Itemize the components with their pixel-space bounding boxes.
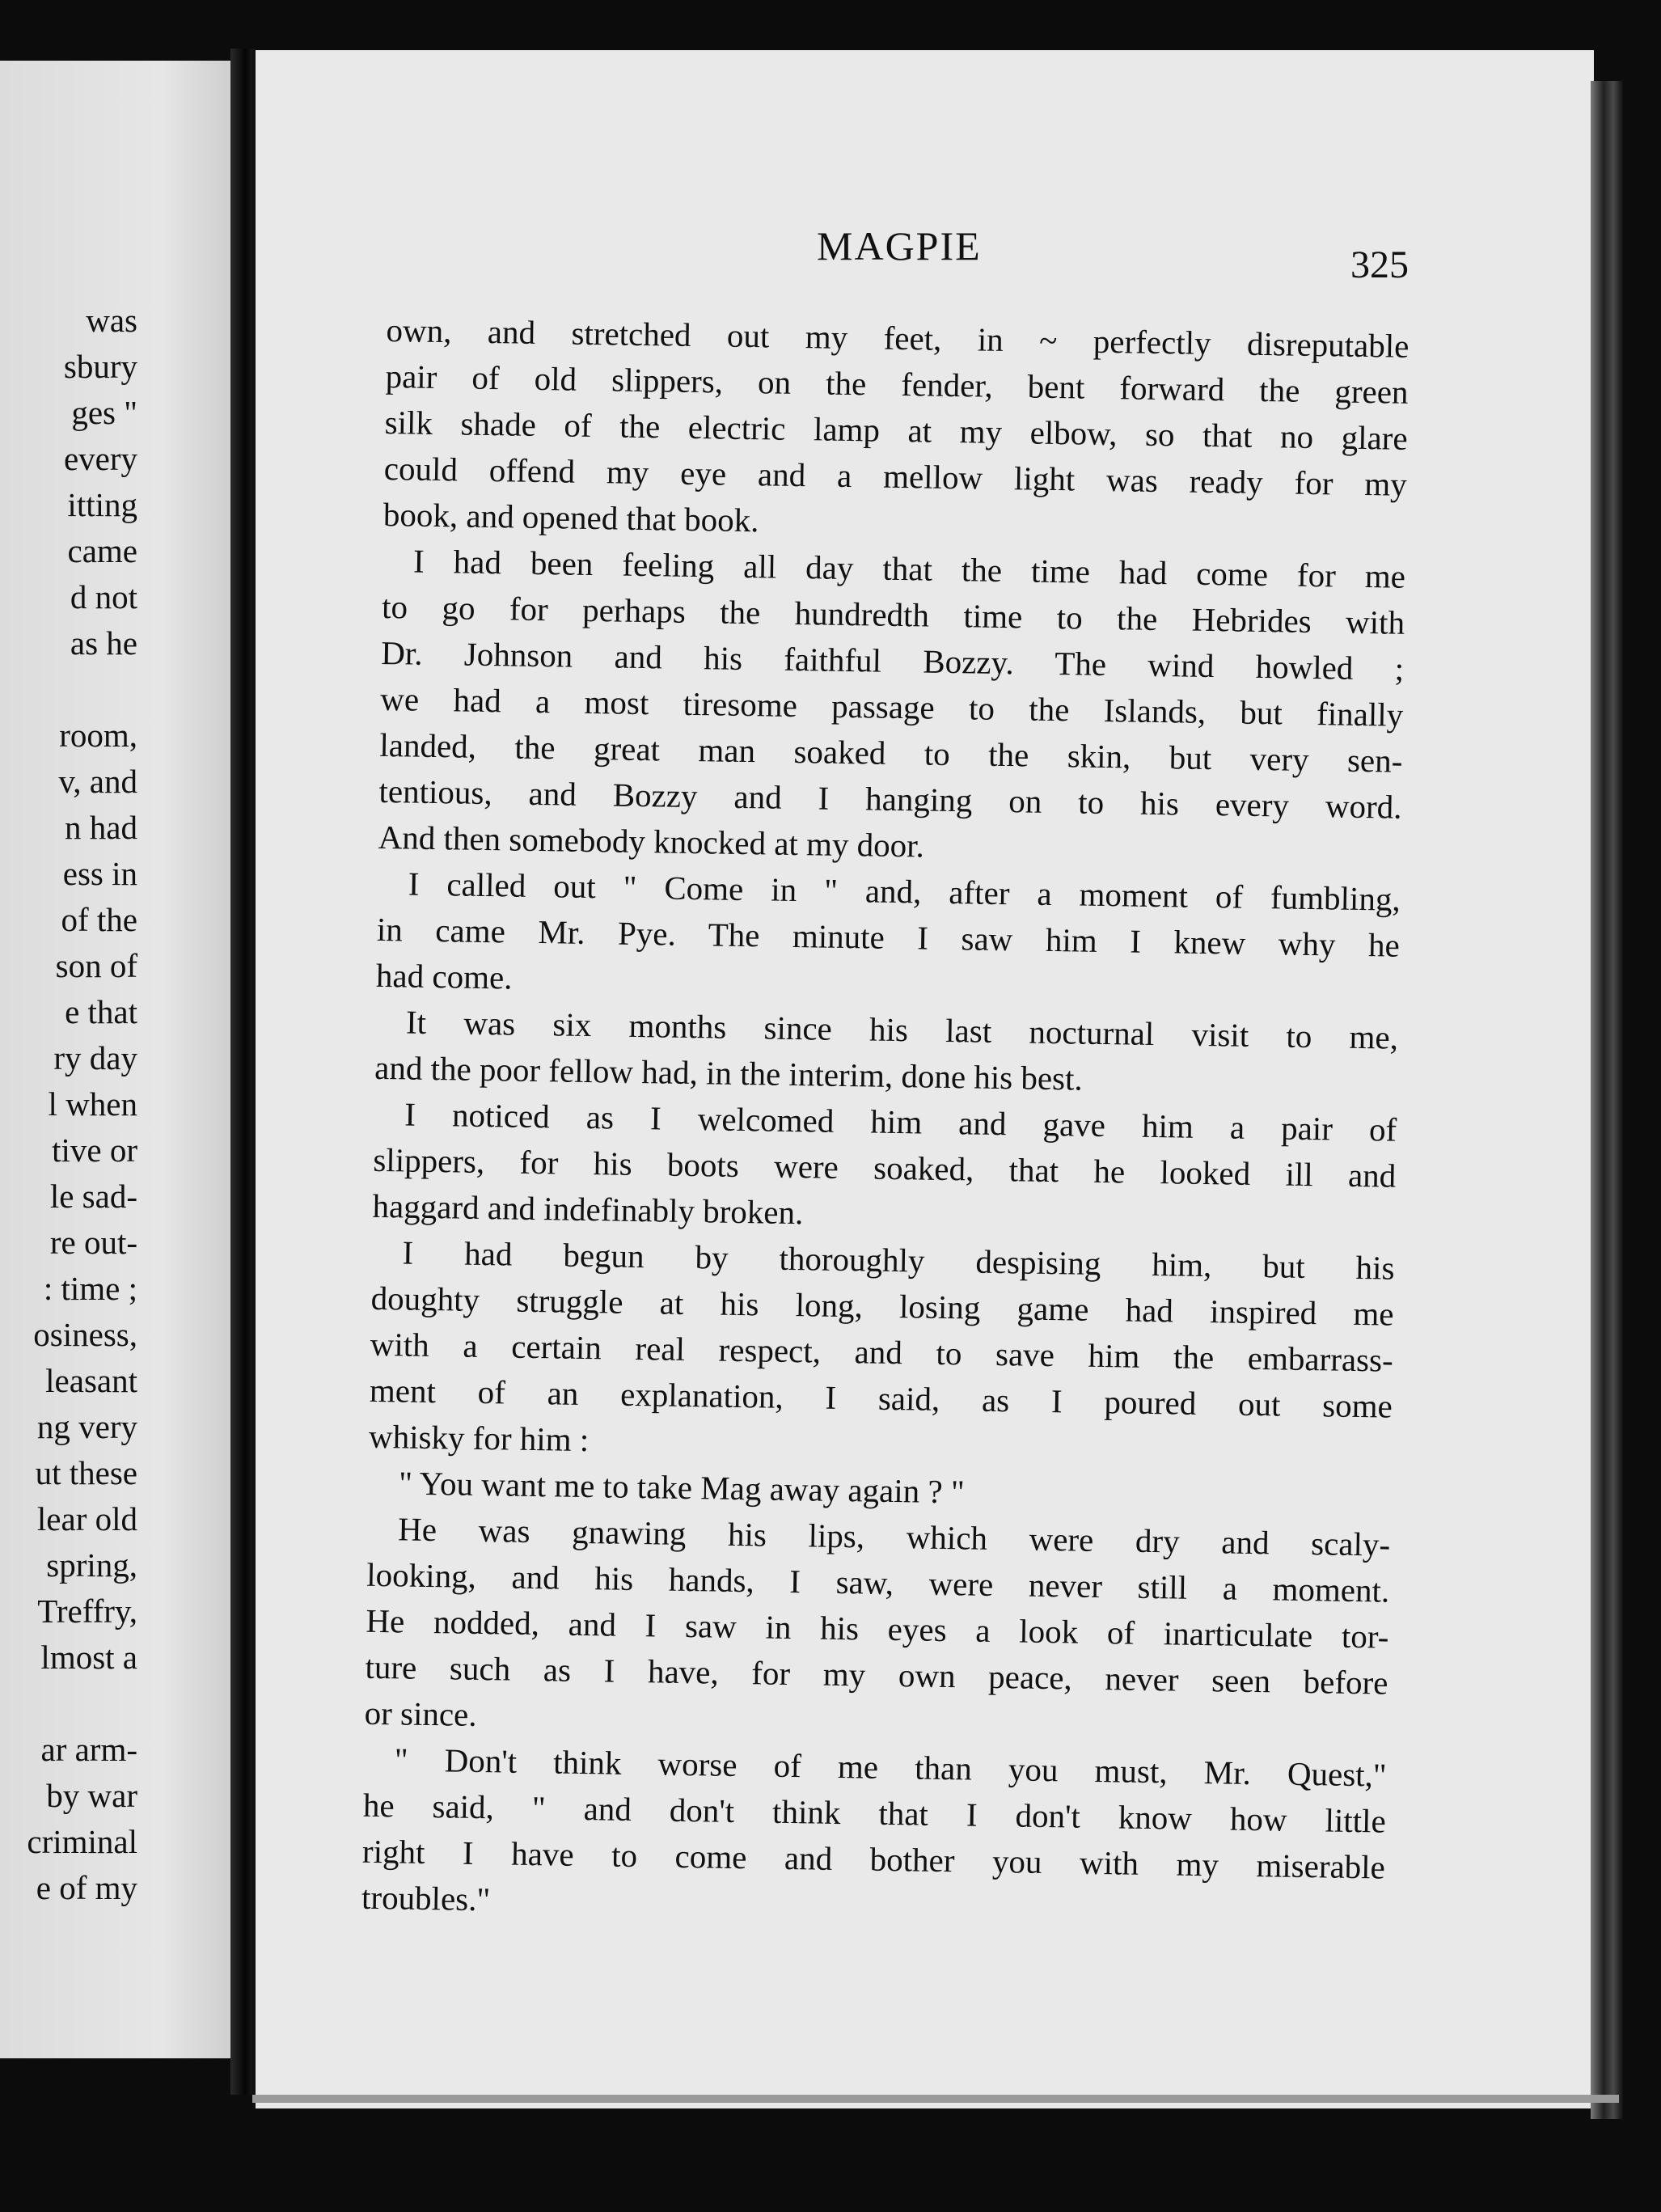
left-page-line: leasant [45,1362,137,1399]
left-page [0,61,230,2058]
text-line: And then somebody knocked at my door. [378,818,925,865]
text-line: He nodded, and I saw in his eyes a look of inarticulate tor- [366,1601,1389,1656]
text-line: own, and stretched out my feet, in ~ perfectly disreputable [386,311,1410,365]
left-page-line: was [86,302,137,339]
left-page-line: Treffry, [37,1592,137,1630]
left-page-line: ess in [62,855,137,892]
left-page-text-fragments [0,298,230,1911]
text-line: right I have to come and bother you with my miserable [361,1832,1386,1886]
left-page-line: v, and [58,763,137,800]
text-line: " Don't think worse of me than you must, Mr. Quest," [394,1740,1388,1794]
left-page-line: son of [55,947,137,984]
text-line: and the poor fellow had, in the interim, done his best. [374,1048,1084,1098]
text-line: I had begun by thoroughly despising him, but his [402,1233,1395,1287]
left-page-line: came [67,532,137,569]
left-page-line: ry day [53,1039,137,1076]
left-page-line: criminal [27,1823,137,1860]
left-page-line: ng very [36,1408,137,1445]
paragraph [364,1506,1390,1753]
left-page-line: lmost a [40,1639,137,1676]
left-page-line: e of my [36,1869,137,1906]
text-line: doughty struggle at his long, losing game had inspired me [370,1279,1394,1333]
text-line: had come. [375,956,513,996]
text-line: to go for perhaps the hundredth time to the Hebrides with [381,587,1405,641]
page-edge-shadow [1591,81,1623,2119]
text-line: It was six months since his last nocturnal visit to me, [405,1003,1399,1056]
left-page-line: : time ; [43,1270,137,1307]
paragraph [372,1091,1397,1246]
left-page-line: ar arm- [40,1731,137,1768]
left-page-line: room, [59,717,137,754]
paragraph [374,999,1399,1107]
left-page-line: ges " [71,394,137,431]
text-line: I noticed as I welcomed him and gave him a pair of [404,1095,1397,1148]
text-line: whisky for him : [368,1417,590,1459]
left-page-line: d not [70,578,137,615]
text-line: landed, the great man soaked to the skin, but very sen- [379,725,1403,780]
book-gutter [230,49,255,2095]
text-line: could offend my eye and a mellow light was ready for my [383,449,1408,503]
page-number: 325 [1350,243,1409,286]
text-line: ture such as I have, for my own peace, never seen before [365,1647,1388,1702]
left-page-line: l when [48,1085,137,1123]
paragraph [369,1229,1395,1476]
running-head: MAGPIE [817,223,982,269]
text-line: haggard and indefinably broken. [372,1186,804,1232]
left-page-line: osiness, [33,1316,137,1353]
left-page-line: by war [46,1777,137,1814]
left-page-line [0,1681,137,1727]
text-line: I called out " Come in " and, after a moment of fumbling, [408,865,1401,918]
text-line: book, and opened that book. [382,495,759,539]
left-page-line: re out- [49,1224,137,1261]
left-page-line: of the [61,901,137,938]
text-line: in came Mr. Pye. The minute I saw him I knew why he [376,910,1401,964]
left-page-line: spring, [46,1546,137,1584]
paragraph [383,307,1410,554]
text-line: we had a most tiresome passage to the Islands, but finally [380,679,1404,734]
left-page-line [0,666,137,713]
text-line: I had been feeling all day that the time had come for me [412,542,1406,595]
text-line: pair of old slippers, on the fender, bent forward the green [385,357,1409,411]
left-page-line: le sad- [49,1178,137,1215]
left-page-line: as he [70,624,137,662]
body-text [361,307,1410,1937]
text-line: with a certain real respect, and to save him the embarrass- [370,1325,1394,1379]
text-line: he said, " and don't think that I don't know how little [362,1786,1387,1840]
paragraph [361,1736,1387,1937]
paragraph [378,538,1405,877]
text-line: looking, and his hands, I saw, were never still a moment. [366,1555,1390,1609]
text-line: silk shade of the electric lamp at my elbow, so that no glare [384,403,1408,457]
text-line: He was gnawing his lips, which were dry and scaly- [397,1510,1391,1563]
left-page-line: itting [67,486,137,523]
left-page-line: n had [65,809,137,846]
left-page-line: sbury [63,348,137,385]
text-line: tentious, and Bozzy and I hanging on to his every word. [378,772,1402,826]
paragraph [376,861,1401,1015]
page-bottom-edge [252,2095,1619,2103]
left-page-line: ut these [35,1454,137,1491]
text-line: or since. [364,1694,477,1733]
text-line: ment of an explanation, I said, as I poured out some [369,1371,1393,1425]
left-page-line: lear old [36,1500,137,1537]
left-page-line: e that [65,993,137,1030]
text-line: Dr. Johnson and his faithful Bozzy. The wind howled ; [380,633,1405,687]
text-line: slippers, for his boots were soaked, that he looked ill and [373,1140,1397,1195]
text-line: troubles." [361,1878,491,1918]
left-page-line: every [63,440,137,477]
text-line: " You want me to take Mag away again ? " [398,1464,966,1511]
left-page-line: tive or [52,1131,137,1169]
